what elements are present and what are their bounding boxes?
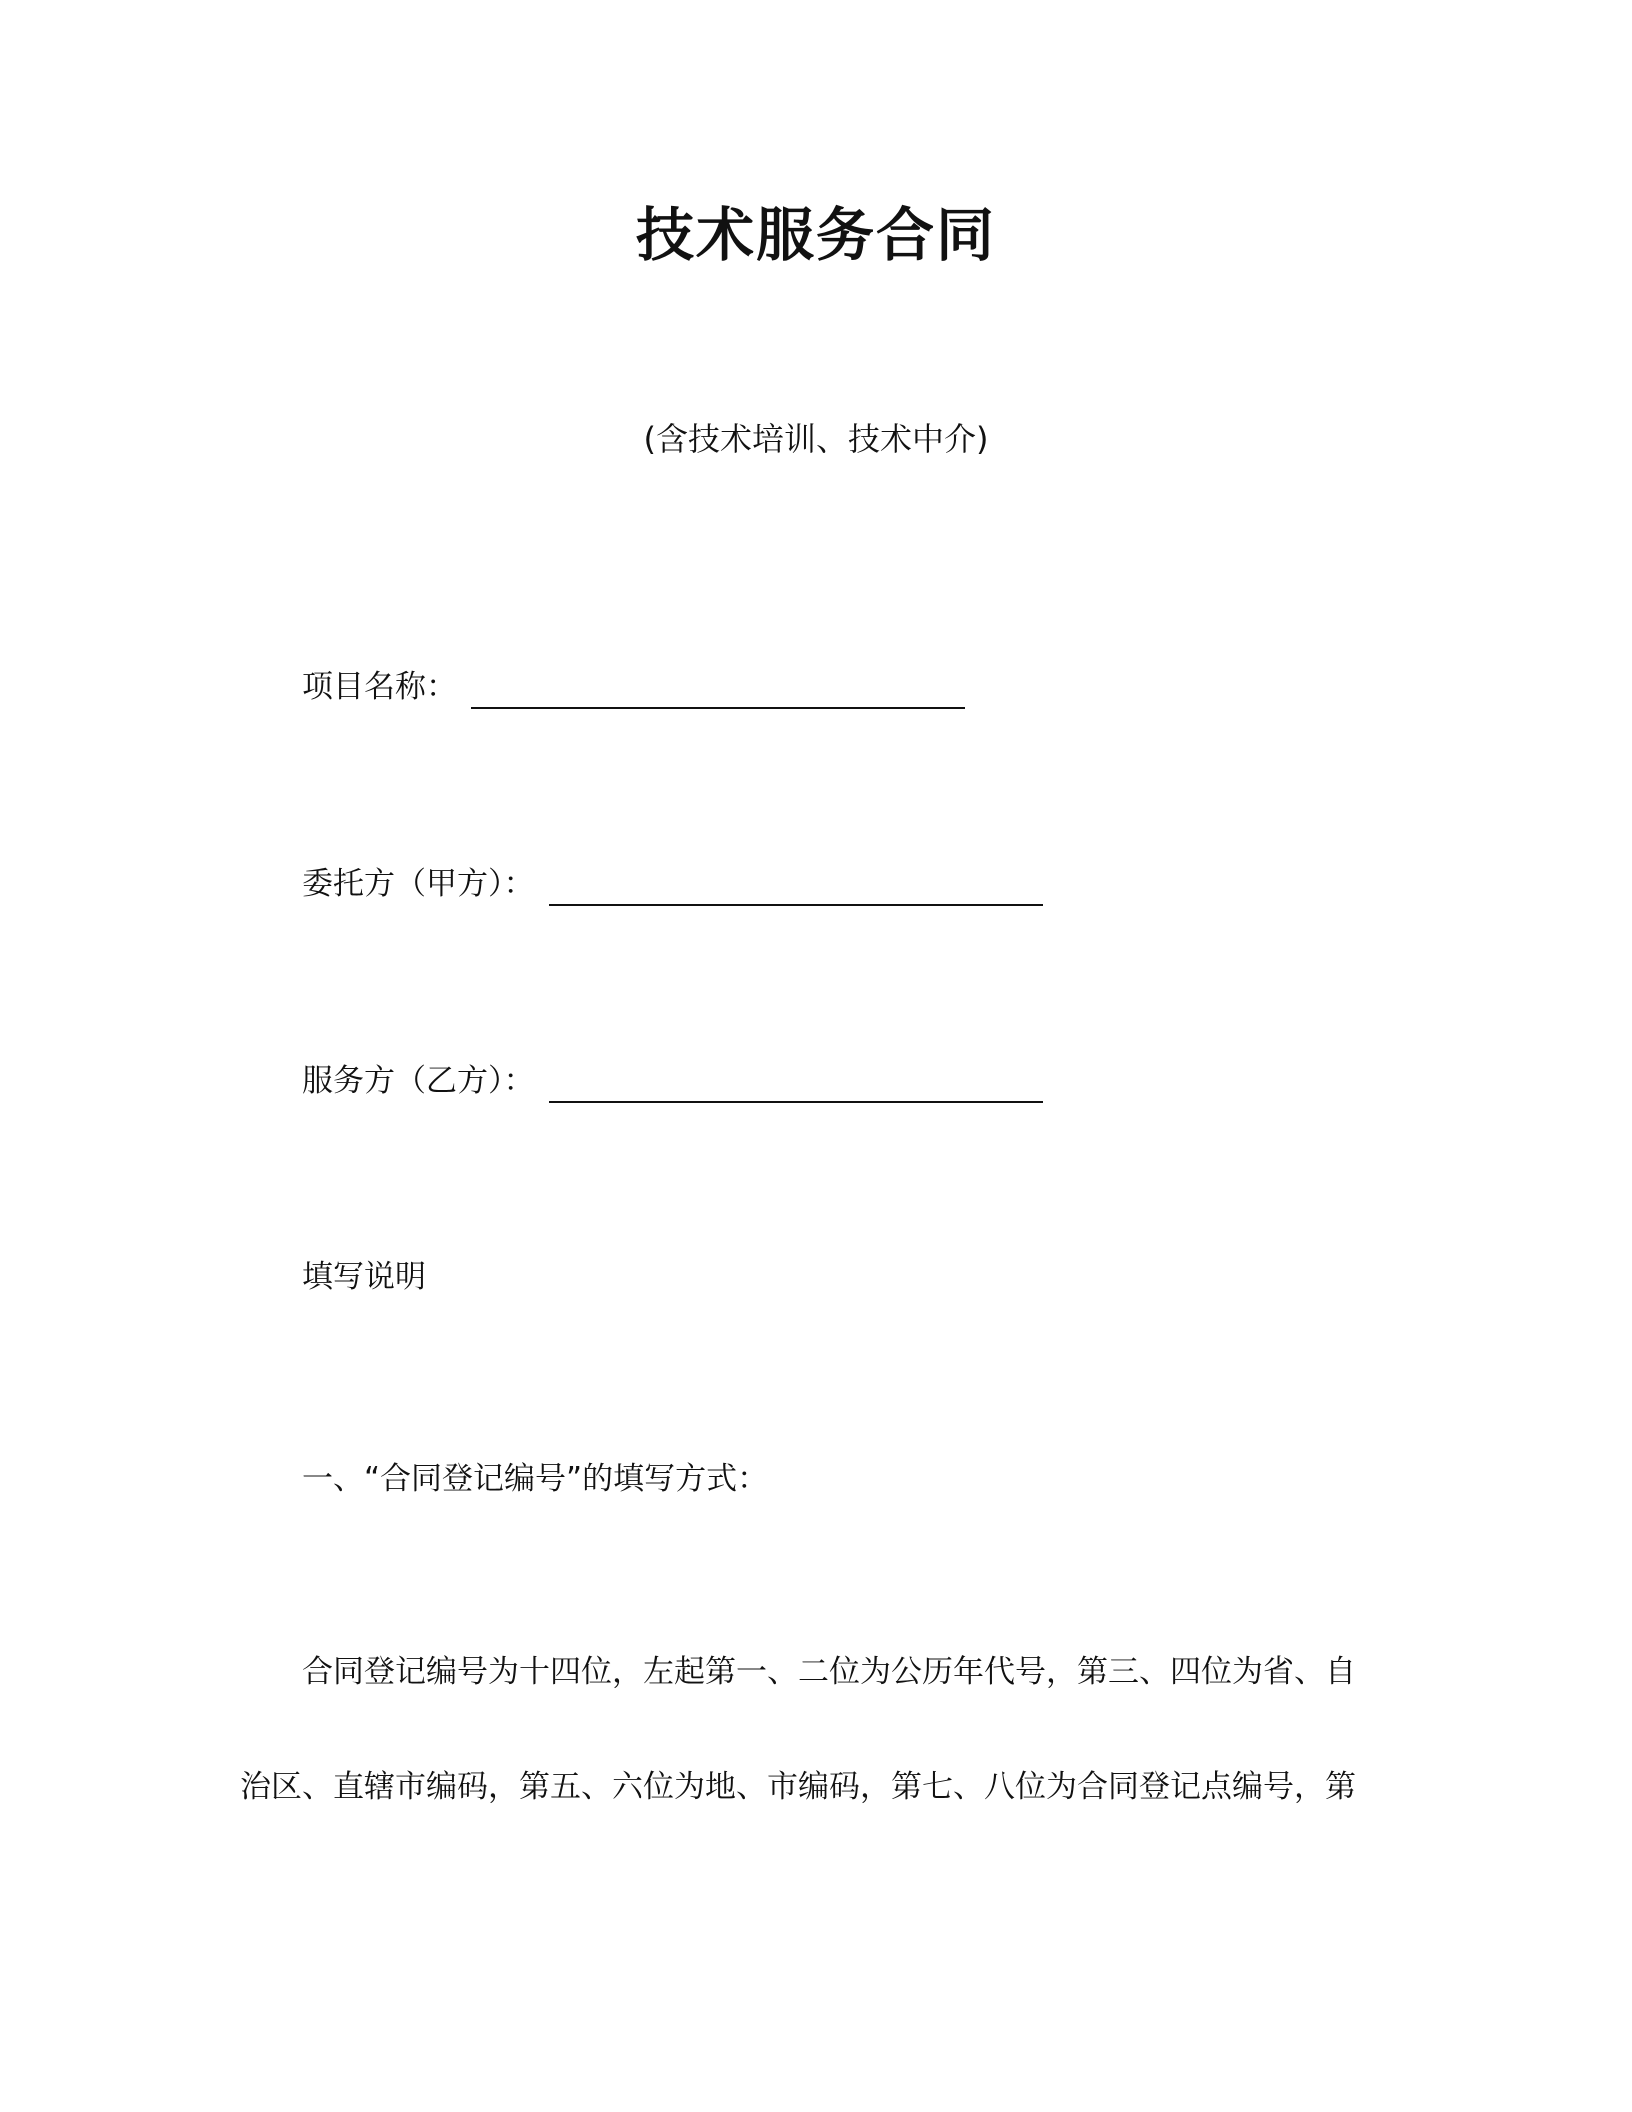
project-name-label: 项目名称： [302,669,457,705]
project-name-field [302,665,965,709]
provider-field [302,1059,1043,1103]
client-blank-line[interactable] [549,866,1043,906]
section1-body-line2: 治区、直辖市编码，第五、六位为地、市编码，第七、八位为合同登记点编号，第 [240,1769,1356,1805]
section1-heading: 一、“合同登记编号”的填写方式： [302,1461,769,1497]
client-label: 委托方（甲方）： [302,866,535,902]
provider-label: 服务方（乙方）： [302,1063,535,1099]
document-title: 技术服务合同 [635,201,996,269]
document-subtitle: (含技术培训、技术中介) [643,420,989,458]
provider-blank-line[interactable] [549,1063,1043,1103]
instructions-heading: 填写说明 [302,1259,426,1295]
client-field [302,862,1043,906]
section1-body-line1: 合同登记编号为十四位，左起第一、二位为公历年代号，第三、四位为省、自 [302,1654,1356,1690]
project-name-blank-line[interactable] [471,669,965,709]
